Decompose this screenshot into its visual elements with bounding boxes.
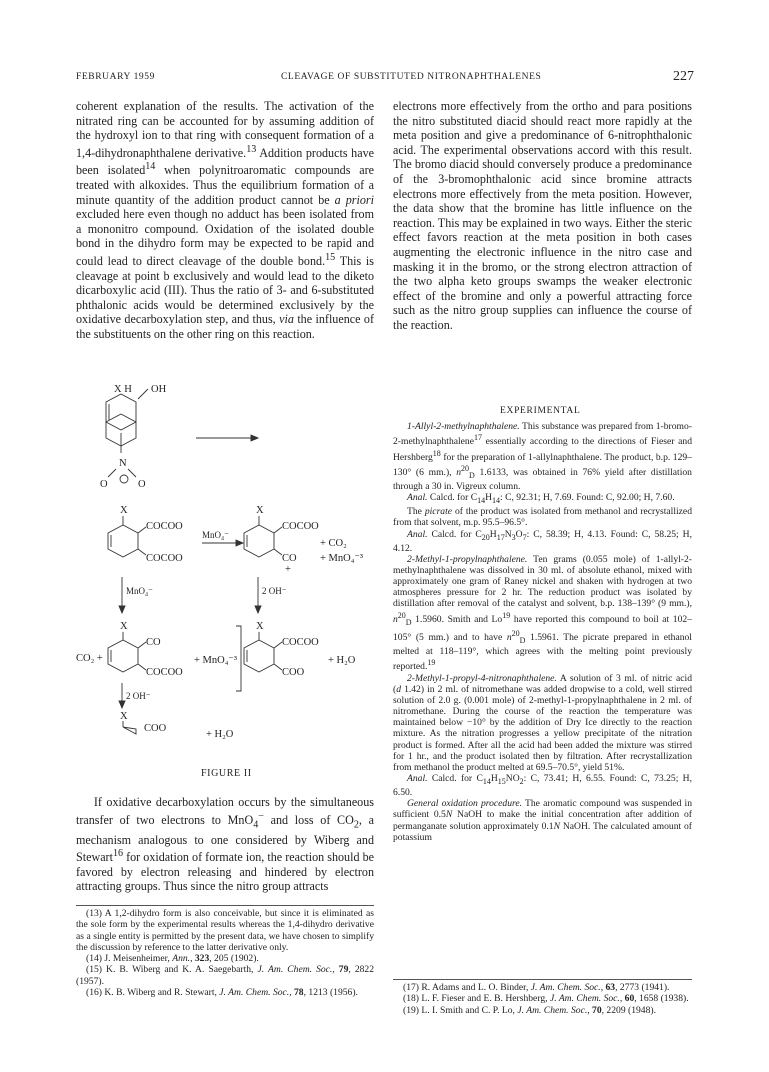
footnote-13: (13) A 1,2-dihydro form is also conceivable, but since it is eliminated as the sole form by the experimental results whereas the 1,4-dihydro derivative as a single entity is permitted by the present data, we have chosen to simplify the discussion by reference to the latter derivative only. — [76, 908, 374, 953]
structure-keto — [244, 505, 319, 575]
label-co-plus: CO — [146, 637, 161, 648]
label-x-1: X — [120, 505, 128, 516]
structure-acylium — [108, 621, 183, 678]
label-x-4: X — [256, 621, 264, 632]
exp-para-4: Anal. Calcd. for $C_{20}H_{17}N_3O_7$: C, 58.39; H, 4.13. Found: C, 58.25; H, 4.12. — [393, 528, 693, 554]
label-n: N — [119, 458, 127, 469]
footnote-16: (16) K. B. Wiberg and R. Stewart, J. Am. Chem. Soc., 78, 1213 (1956). — [86, 987, 358, 999]
page-number: 227 — [673, 69, 694, 84]
footnote-15: (15) K. B. Wiberg and K. A. Saegebarth, J. Am. Chem. Soc., 79, 2822 (1957). — [76, 964, 375, 987]
label-cocoo-2: COCOO — [146, 553, 183, 564]
exp-para-6: 2-Methyl-1-propyl-4-nitronaphthalene. A solution of 3 ml. of nitric acid (d 1.42) in 2 ml. of nitromethane was added dropwise to a cold, well stirred solution of 2.0 g. (0.001 mole) of 2-methyl-1-propylnaphthalene in 2 ml. of nitromethane. During the course of the reaction the temperature was maintained below −10° by the addition of Dry Ice directly to the reaction mixture. As the nitration progresses a yellow precipitate of the nitration product is formed. After all the acid had been added the mixture was stirred for 1 hr., and the product isolated then by filtration. After recrystallization from methanol the product melted at 69.5–70.5°, yield 51%. — [393, 672, 692, 773]
label-cocoo-1: COCOO — [146, 521, 183, 532]
structure-diacid — [108, 505, 183, 564]
figure-caption: FIGURE II — [201, 768, 252, 779]
label-mno4: MnO₄⁻ — [202, 530, 229, 540]
label-h2o: + H₂O — [328, 655, 356, 666]
label-cocoo-5: COCOO — [282, 637, 319, 648]
label-oh: OH — [151, 384, 167, 395]
label-mno4-v: MnO₄⁻ — [126, 586, 153, 596]
label-x-3: X — [120, 621, 128, 632]
label-cocoo-3: COCOO — [282, 521, 319, 532]
label-plus: + — [285, 564, 291, 575]
exp-para-2: Anal. Calcd. for $C_{14}H_{14}$: C, 92.31; H, 7.69. Found: C, 92.00; H, 7.60. — [407, 492, 675, 506]
left-col-para-1: coherent explanation of the results. The activation of the nitrated ring can be accounted for by assuming addition of the hydroxyl ion to that ring with consequent formation of a 1,4-dihydronaphthalene derivative.$^{13}$ Addition products have been isolated$^{14}$ when polynitroaromatic compounds are treated with alkoxides. Thus the equilibrium formation of a minute quantity of the addition product cannot be a priori excluded here even though no adduct has been isolated from a mononitro compound. Oxidation of the isolated double bond in the dihydro form may be expected to be rapid and could lead to direct cleavage of the double bond.$^{15}$ This is cleavage at point b exclusively and would lead to the diketo dicarboxylic acid (III). Thus the ratio of 3- and 6-substituted phthalonic acids would be determined exclusively by the oxidative decarboxylation step, and thus, via the influence of the substituents on the other ring on this reaction. — [76, 99, 374, 341]
footnote-18: (18) L. F. Fieser and E. B. Hershberg, J. Am. Chem. Soc., 60, 1658 (1938). — [403, 993, 689, 1005]
exp-para-7: Anal. Calcd. for $C_{14}H_{15}NO_2$: C, 73.41; H, 6.55. Found: C, 73.25; H, 6.50. — [393, 773, 692, 799]
label-2oh-b: 2 OH⁻ — [126, 691, 151, 701]
label-co: CO — [282, 553, 297, 564]
label-o1: O — [100, 479, 108, 490]
header-date: FEBRUARY 1959 — [76, 72, 155, 82]
experimental-section — [393, 421, 692, 843]
footnote-14: (14) J. Meisenheimer, Ann., 323, 205 (1902). — [86, 953, 259, 965]
header-title: CLEAVAGE OF SUBSTITUTED NITRONAPHTHALENES — [281, 72, 542, 82]
exp-para-1: 1-Allyl-2-methylnaphthalene. This substance was prepared from 1-bromo-2-methylnaphthalene$^{17}$ essentially according to the directions of Fieser and Hershberg$^{18}$ for the preparation of 1-allylnaphthalene. The product, b.p. 129–130° (6 mm.), $n^{20}_D$ 1.6133, was obtained in 76% yield after distillation through a 30 in. Vigreux column. — [393, 421, 692, 493]
structure-carboxylate — [244, 621, 319, 678]
exp-para-5: 2-Methyl-1-propylnaphthalene. Ten grams (0.055 mole) of 1-allyl-2-methylnaphthalene was dissolved in 30 ml. of absolute ethanol, mixed with approximately one gram of Raney nickel and shaken with hydrogen at two atmospheres pressure for 2 hr. The reduction product was isolated by distillation after removal of the catalyst and solvent, b.p. 138–139° (9 mm.), $n^{20}_D$ 1.5960. Smith and Lo$^{19}$ have reported this compound to boil at 102–105° (5 mm.) and to have $n^{20}_D$ 1.5961. The picrate prepared in ethanol melted at 118–119°, which agrees with the melting point previously reported.$^{19}$ — [393, 553, 692, 673]
experimental-heading: EXPERIMENTAL — [500, 406, 581, 416]
footnote-17: (17) R. Adams and L. O. Binder, J. Am. Chem. Soc., 63, 2773 (1941). — [403, 982, 670, 993]
label-o2: O — [138, 479, 146, 490]
label-2oh: 2 OH⁻ — [262, 586, 287, 596]
label-cocoo-4: COCOO — [146, 667, 183, 678]
structure-dihydro — [100, 384, 167, 490]
footnote-rule-right — [393, 979, 692, 980]
label-xh: X H — [114, 384, 132, 395]
exp-para-3: The picrate of the product was isolated from methanol and recrystallized from that solvent, m.p. 95.5–96.5°. — [393, 506, 692, 529]
exp-para-8: General oxidation procedure. The aromatic compound was suspended in sufficient 0.5N NaOH to make the initial concentration after addition of permanganate solution approximately 0.1N NaOH. The calculated amount of potassium — [393, 798, 693, 843]
label-x-5: X — [120, 711, 128, 722]
running-header — [76, 69, 694, 86]
figure-ii-reaction-scheme — [76, 381, 376, 741]
label-x-2: X — [256, 505, 264, 516]
footnote-19: (19) L. I. Smith and C. P. Lo, J. Am. Chem. Soc., 70, 2209 (1948). — [403, 1004, 656, 1016]
left-footnotes — [76, 908, 374, 998]
label-h2o-b: + H₂O — [206, 729, 234, 740]
label-co2-left: CO₂ + — [76, 653, 103, 664]
label-coo-2: COO — [144, 723, 167, 734]
label-coo: COO — [282, 667, 305, 678]
label-mno4-3b: + MnO₄⁻³ — [194, 655, 238, 666]
right-footnotes — [393, 982, 692, 1016]
right-col-para-1: electrons more effectively from the ortho and para positions the nitro substituted diacid should react more rapidly at the meta position and give a predominance of 6-nitrophthalonic acid. The experimental observations accord with this result. The bromo diacid should conversely produce a predominance of the 3-bromophthalonic acid since bromine attracts electrons more effectively from the meta position. However, the data show that the bromine has little influence on the reaction. This may be explained in two ways. Either the steric effect favors reaction at the meta position in both cases augmenting the electronic influence in the nitro case and masking it in the bromo, or the strong electron attraction of the two alpha keto groups swamps the weaker electronic effect of the bromine and only a powerful attracting force such as the nitro group supplies can influence the course of the reaction. — [393, 99, 692, 332]
label-co2: + CO₂ — [320, 538, 347, 549]
left-col-para-2: If oxidative decarboxylation occurs by the simultaneous transfer of two electrons to MnO$_4$− and loss of $CO_2$, a mechanism analogous to one considered by Wiberg and Stewart$^{16}$ for oxidation of formate ion, the reaction should be favored by electron releasing and hindered by electron attracting groups. Thus since the nitro group attracts — [76, 795, 375, 894]
label-mno4-3: + MnO₄⁻³ — [320, 553, 364, 564]
structure-product — [120, 711, 167, 734]
footnote-rule-left — [76, 905, 374, 906]
